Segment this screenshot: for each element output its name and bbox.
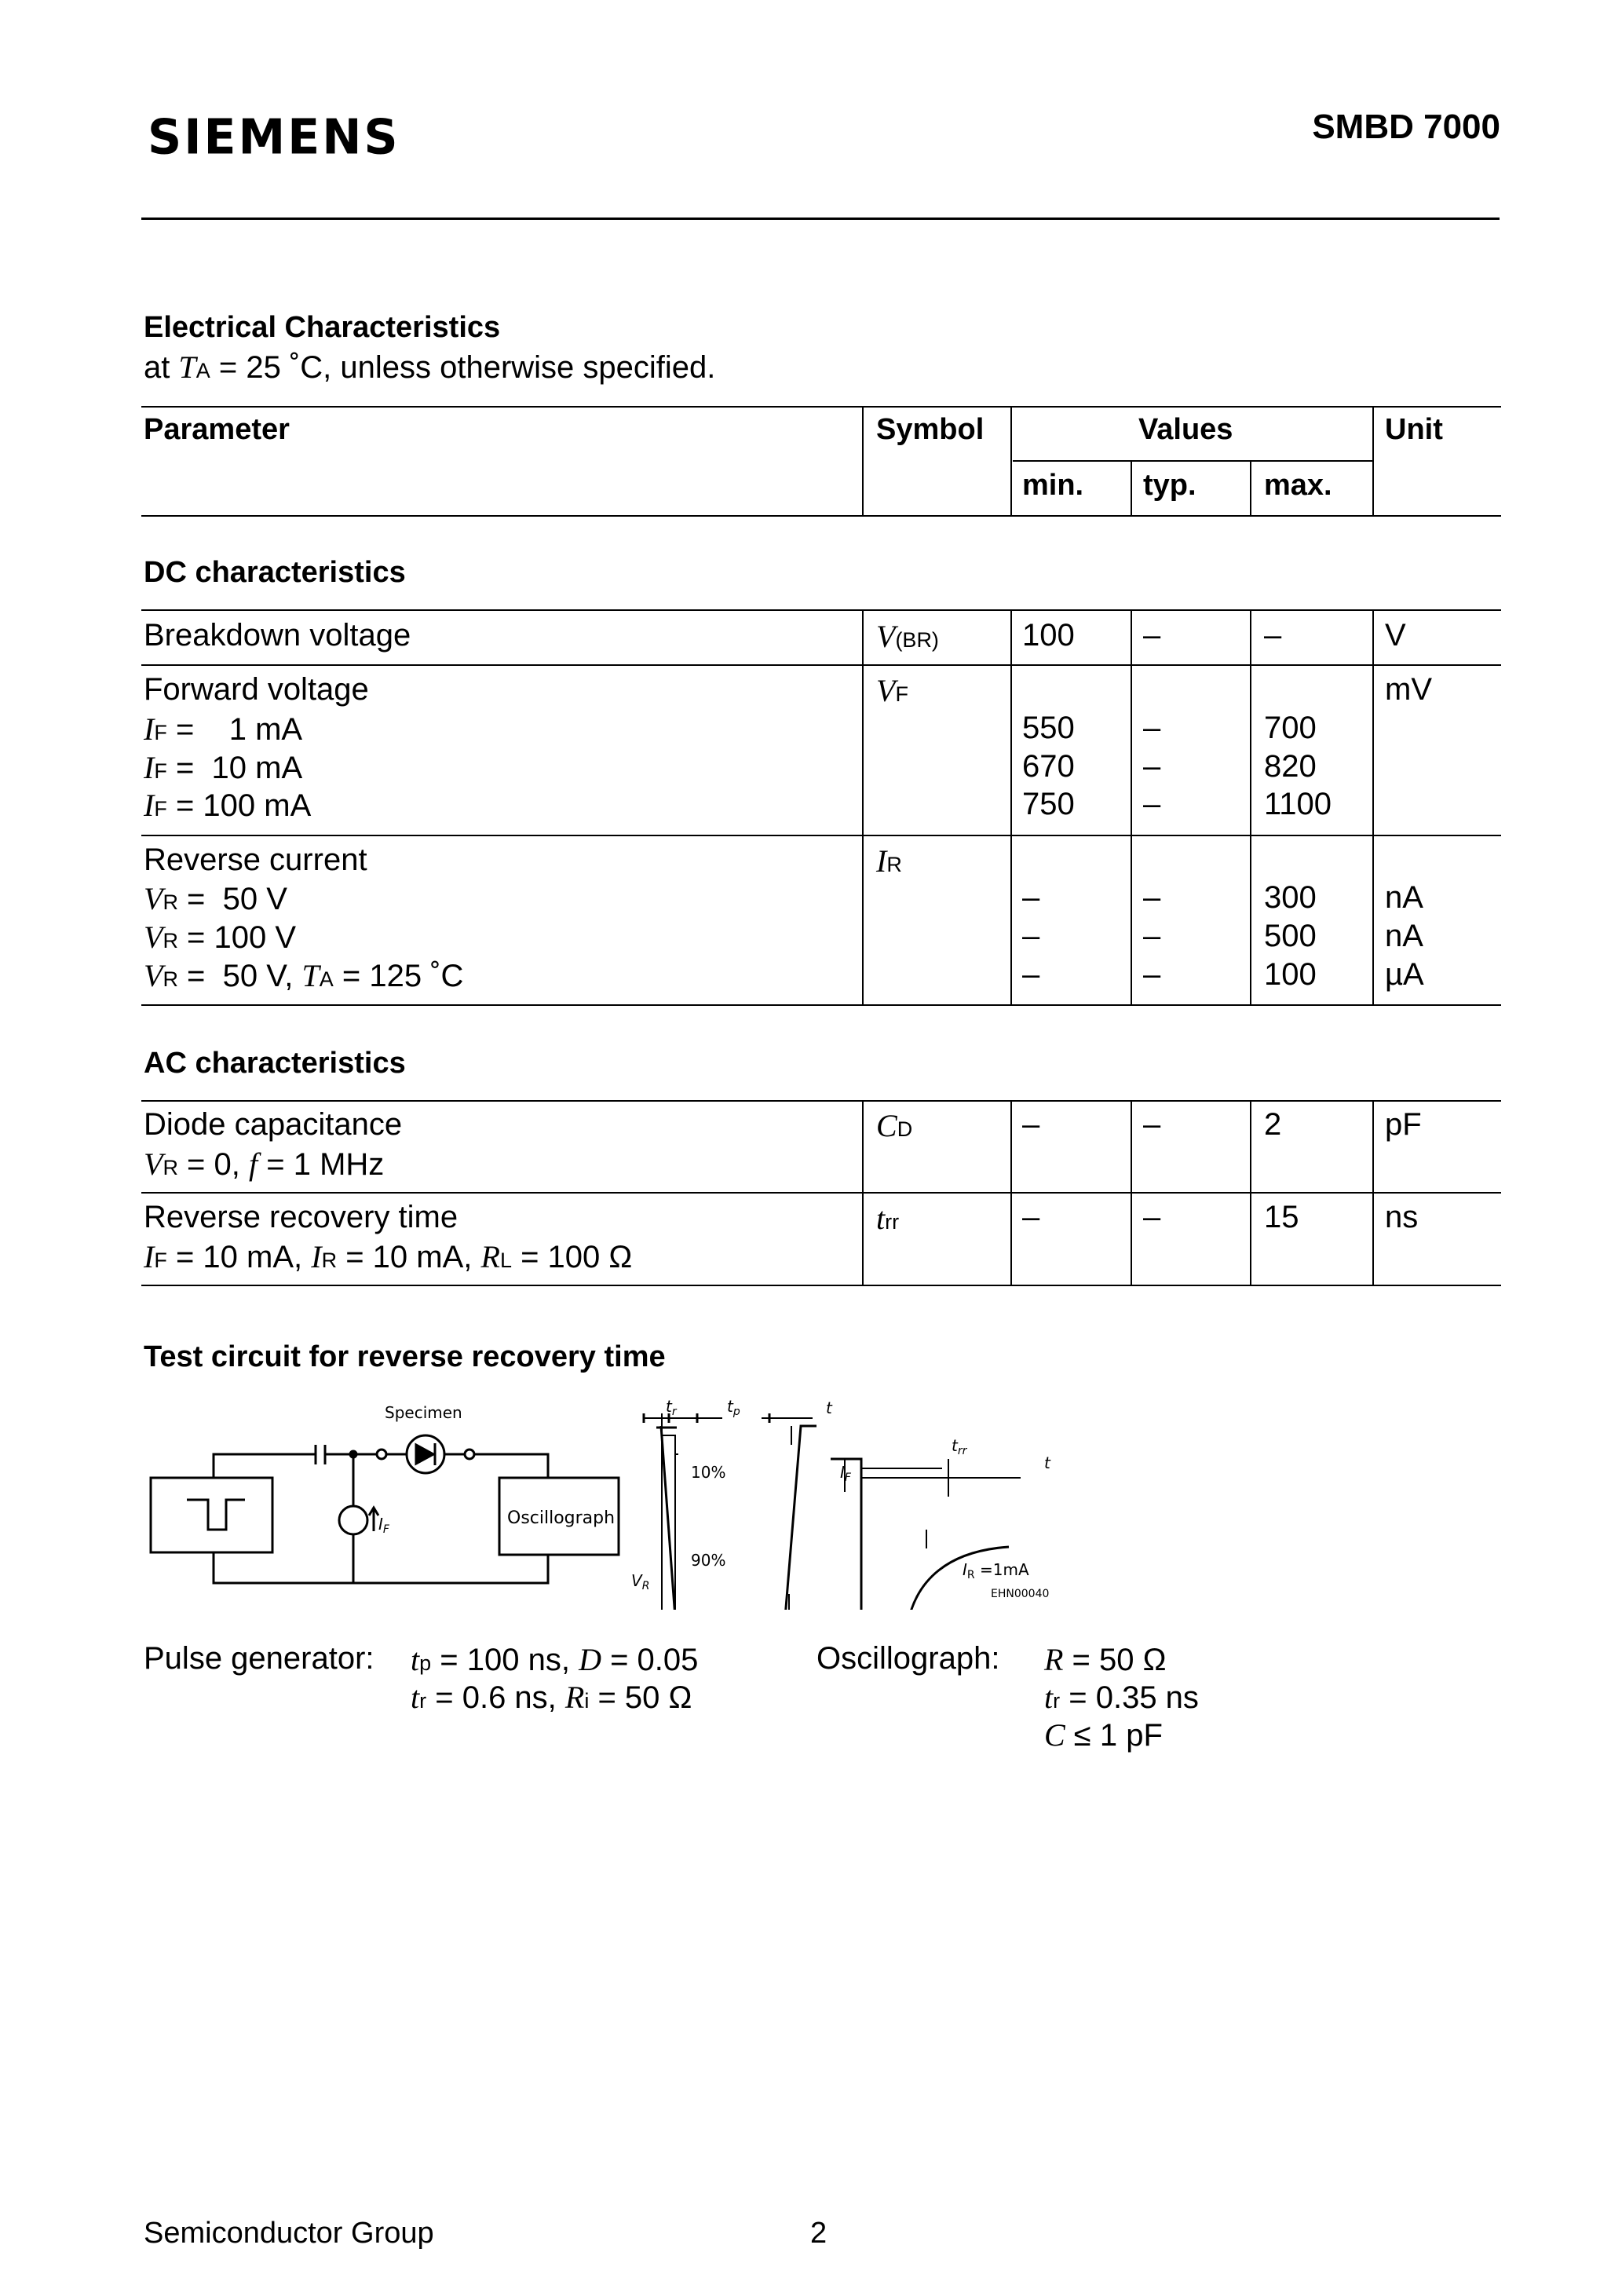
- reverse-unit: µA: [1385, 957, 1424, 992]
- capacitance-max: 2: [1264, 1107, 1282, 1142]
- osc-spec-line: R = 50 Ω: [1044, 1642, 1167, 1677]
- col-divider: [862, 609, 864, 1006]
- forward-typ: –: [1143, 787, 1161, 821]
- col-divider: [1010, 406, 1012, 517]
- breakdown-voltage-symbol: V(BR): [876, 619, 939, 654]
- row-rule: [141, 664, 1501, 666]
- header-unit: Unit: [1385, 413, 1443, 446]
- table-top-rule: [141, 406, 1501, 408]
- pulse-icon: [187, 1500, 245, 1530]
- pulse-generator-label: Pulse generator:: [144, 1641, 374, 1676]
- reverse-cond: VR = 50 V: [144, 881, 287, 916]
- col-divider: [862, 406, 864, 517]
- col-divider: [1010, 1100, 1012, 1286]
- col-divider: [1250, 609, 1251, 1006]
- breakdown-voltage-label: Breakdown voltage: [144, 618, 411, 653]
- reverse-current-label: Reverse current: [144, 843, 367, 877]
- if-wave-label: $I_F$: [840, 1463, 851, 1484]
- brand-logo: SIEMENS: [148, 109, 400, 166]
- recovery-cond: IF = 10 mA, IR = 10 mA, RL = 100 Ω: [144, 1239, 633, 1274]
- t-axis-label-2: t: [1044, 1453, 1050, 1472]
- pulse-generator-box: [151, 1478, 272, 1552]
- osc-spec-line: tr = 0.35 ns: [1044, 1680, 1199, 1715]
- recovery-max: 15: [1264, 1200, 1299, 1234]
- test-circuit-title: Test circuit for reverse recovery time: [144, 1340, 666, 1373]
- recovery-unit: ns: [1385, 1200, 1419, 1234]
- vr-label: $V_R$: [631, 1571, 650, 1592]
- breakdown-unit: V: [1385, 618, 1406, 653]
- forward-cond: IF = 10 mA: [144, 750, 303, 785]
- capacitor-icon: [316, 1445, 325, 1464]
- part-number: SMBD 7000: [1312, 108, 1500, 146]
- forward-max: 1100: [1264, 787, 1332, 821]
- col-divider: [1131, 1100, 1132, 1286]
- pulse-spec-line: tr = 0.6 ns, Ri = 50 Ω: [411, 1680, 692, 1715]
- recovery-time-label: Reverse recovery time: [144, 1200, 458, 1234]
- reverse-typ: –: [1143, 957, 1161, 992]
- reverse-min: –: [1022, 880, 1040, 915]
- ten-percent-label: 10%: [691, 1463, 726, 1482]
- forward-cond: IF = 1 mA: [144, 711, 303, 747]
- capacitance-typ: –: [1143, 1107, 1161, 1142]
- recovery-typ: –: [1143, 1200, 1161, 1234]
- row-rule: [141, 835, 1501, 836]
- col-divider: [1250, 460, 1251, 517]
- breakdown-typ: –: [1143, 618, 1161, 653]
- forward-typ: –: [1143, 711, 1161, 745]
- if-label: $I_F$: [378, 1515, 389, 1536]
- figure-code: EHN00040: [991, 1588, 1050, 1600]
- forward-typ: –: [1143, 749, 1161, 784]
- recovery-symbol: trr: [876, 1201, 900, 1236]
- forward-max: 700: [1264, 711, 1317, 745]
- oscillograph-label: Oscillograph: [507, 1508, 616, 1528]
- osc-spec-line: C ≤ 1 pF: [1044, 1717, 1163, 1753]
- ir-label: $I_R =1mA$: [963, 1560, 1029, 1581]
- test-circuit-diagram: [141, 1390, 1083, 1610]
- current-source-icon: [339, 1506, 367, 1534]
- capacitance-min: –: [1022, 1107, 1040, 1142]
- reverse-unit: nA: [1385, 919, 1423, 953]
- diode-capacitance-label: Diode capacitance: [144, 1107, 403, 1142]
- values-sub-rule: [1013, 460, 1374, 462]
- reverse-max: 500: [1264, 919, 1317, 953]
- ac-table-bottom-rule: [141, 1285, 1501, 1286]
- ac-characteristics-title: AC characteristics: [144, 1047, 406, 1080]
- forward-voltage-label: Forward voltage: [144, 672, 369, 707]
- col-divider: [1372, 609, 1374, 1006]
- breakdown-max: –: [1264, 618, 1282, 653]
- footer-group: Semiconductor Group: [144, 2217, 434, 2250]
- trr-label: $t_{rr}$: [952, 1436, 967, 1457]
- header-parameter: Parameter: [144, 413, 290, 446]
- tr-label: $t_r$: [666, 1397, 677, 1418]
- col-divider: [862, 1100, 864, 1286]
- reverse-min: –: [1022, 957, 1040, 992]
- table-header-rule: [141, 515, 1501, 517]
- header-symbol: Symbol: [876, 413, 985, 446]
- dc-characteristics-title: DC characteristics: [144, 556, 406, 589]
- capacitance-unit: pF: [1385, 1107, 1422, 1142]
- header-rule: [141, 218, 1500, 220]
- header-typ: typ.: [1143, 469, 1196, 502]
- breakdown-min: 100: [1022, 618, 1075, 653]
- section-title: Electrical Characteristics: [144, 311, 501, 344]
- pulse-spec-line: tp = 100 ns, D = 0.05: [411, 1642, 699, 1677]
- row-rule: [141, 1192, 1501, 1194]
- reverse-max: 300: [1264, 880, 1317, 915]
- reverse-cond: VR = 50 V, TA = 125 ˚C: [144, 958, 464, 993]
- header-values: Values: [1138, 413, 1233, 446]
- forward-voltage-unit: mV: [1385, 672, 1432, 707]
- forward-max: 820: [1264, 749, 1317, 784]
- oscillograph-spec-label: Oscillograph:: [816, 1641, 1000, 1676]
- reverse-max: 100: [1264, 957, 1317, 992]
- reverse-typ: –: [1143, 880, 1161, 915]
- forward-voltage-symbol: VF: [876, 673, 908, 708]
- col-divider: [1131, 460, 1132, 517]
- forward-min: 550: [1022, 711, 1075, 745]
- header-min: min.: [1022, 469, 1084, 502]
- col-divider: [1010, 609, 1012, 1006]
- col-divider: [1131, 609, 1132, 1006]
- reverse-typ: –: [1143, 919, 1161, 953]
- ninety-percent-label: 90%: [691, 1551, 726, 1570]
- reverse-unit: nA: [1385, 880, 1423, 915]
- dc-table-top-rule: [141, 609, 1501, 611]
- col-divider: [1372, 1100, 1374, 1286]
- forward-min: 670: [1022, 749, 1075, 784]
- header-max: max.: [1264, 469, 1332, 502]
- page-number: 2: [810, 2217, 827, 2250]
- reverse-current-symbol: IR: [876, 843, 902, 879]
- dc-table-bottom-rule: [141, 1004, 1501, 1006]
- reverse-min: –: [1022, 919, 1040, 953]
- specimen-label: Specimen: [385, 1403, 462, 1422]
- capacitance-symbol: CD: [876, 1108, 913, 1143]
- section-condition: at TA = 25 ˚C, unless otherwise specified.: [144, 349, 716, 385]
- recovery-min: –: [1022, 1200, 1040, 1234]
- col-divider: [1372, 406, 1374, 517]
- forward-cond: IF = 100 mA: [144, 788, 312, 823]
- col-divider: [1250, 1100, 1251, 1286]
- capacitance-cond: VR = 0, f = 1 MHz: [144, 1146, 385, 1182]
- ac-table-top-rule: [141, 1100, 1501, 1102]
- t-axis-label: t: [826, 1398, 832, 1417]
- reverse-cond: VR = 100 V: [144, 919, 297, 955]
- forward-min: 750: [1022, 787, 1075, 821]
- tp-label: $t_p$: [727, 1397, 740, 1418]
